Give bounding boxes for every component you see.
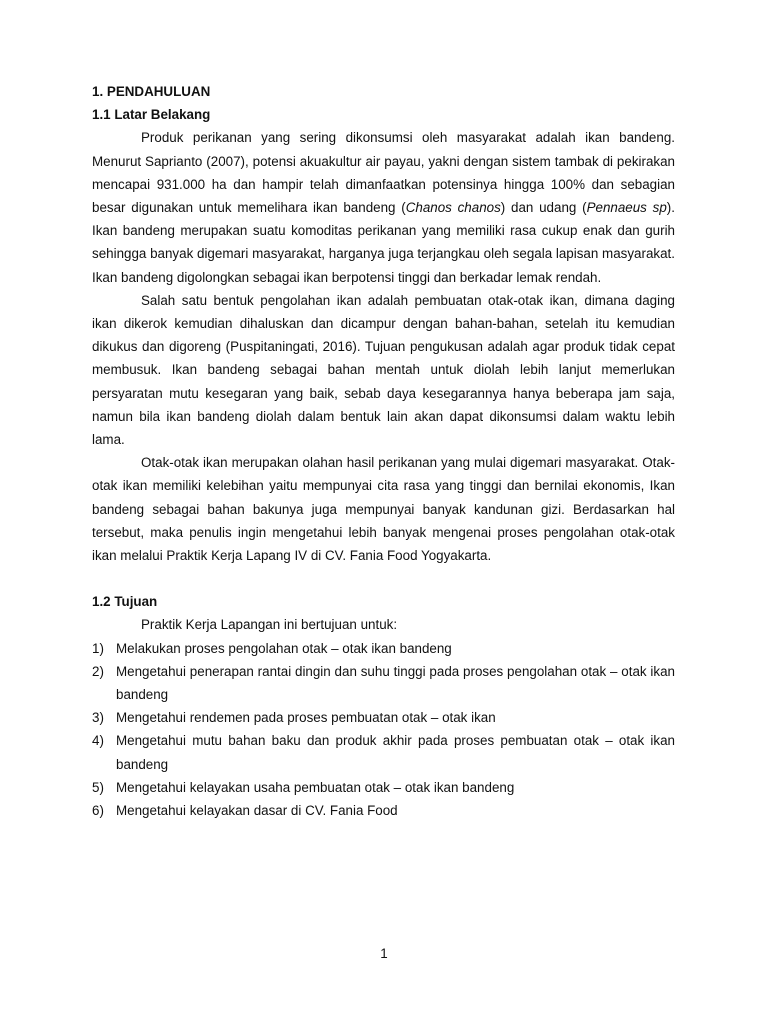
paragraph-1-part-1: Produk perikanan yang sering dikonsumsi oleh masyarakat adalah ikan bandeng. Menurut Saprianto (2007), potensi akuakultur air payau, yakni dengan sistem tambak di pekirakan mencapai 931.000 ha dan hampir telah dimanfaatkan potensinya hingga 100% dan sebagian besar digunakan untuk memelihara ikan bandeng (	[92, 130, 675, 216]
list-item	[92, 706, 675, 729]
list-item-text: Melakukan proses pengolahan otak – otak ikan bandeng	[116, 640, 452, 656]
list-item-text: Mengetahui penerapan rantai dingin dan suhu tinggi pada proses pengolahan otak – otak ikan bandeng	[116, 663, 675, 703]
list-item-text: Mengetahui mutu bahan baku dan produk akhir pada proses pembuatan otak – otak ikan bandeng	[116, 733, 675, 772]
scientific-name-pennaeus: Pennaeus sp	[586, 200, 667, 216]
section-spacer	[92, 567, 675, 590]
list-item-text: Mengetahui kelayakan dasar di CV. Fania Food	[116, 803, 398, 819]
goals-list	[92, 637, 675, 823]
list-item-text: Mengetahui kelayakan usaha pembuatan otak – otak ikan bandeng	[116, 779, 515, 795]
page-number: 1	[380, 946, 388, 961]
list-item	[92, 776, 675, 799]
subsection-heading-latar-belakang: 1.1 Latar Belakang	[92, 107, 211, 123]
list-item	[92, 637, 675, 660]
list-item-number: 4)	[92, 733, 104, 749]
list-item-number: 6)	[92, 803, 104, 819]
list-item-text: Mengetahui rendemen pada proses pembuatan otak – otak ikan	[116, 710, 496, 726]
subsection-heading-tujuan: 1.2 Tujuan	[92, 594, 158, 610]
document-page	[92, 80, 675, 822]
goals-intro: Praktik Kerja Lapangan ini bertujuan untuk:	[141, 617, 398, 633]
paragraph-1-part-3: ). Ikan bandeng merupakan suatu komoditas perikanan yang memiliki rasa cukup enak dan gurih sehingga banyak digemari masyarakat, harganya juga terjangkau oleh segala lapisan masyarakat. Ikan bandeng digolongkan sebagai ikan berpotensi tinggi dan berkadar lemak rendah.	[92, 200, 675, 285]
list-item	[92, 799, 675, 822]
section-heading: 1. PENDAHULUAN	[92, 84, 211, 99]
paragraph-1	[92, 126, 675, 288]
scientific-name-chanos: Chanos chanos	[405, 200, 501, 216]
paragraph-3: Otak-otak ikan merupakan olahan hasil perikanan yang mulai digemari masyarakat. Otak-otak ikan memiliki kelebihan yaitu mempunyai cita rasa yang tinggi dan bernilai ekonomis, Ikan bandeng sebagai bahan bakunya juga mempunyai banyak kandunan gizi. Berdasarkan hal tersebut, maka penulis ingin mengetahui lebih banyak mengenai proses pengolahan otak-otak ikan melalui Praktik Kerja Lapang IV di CV. Fania Food Yogyakarta.	[92, 455, 675, 564]
list-item-number: 1)	[92, 640, 104, 656]
list-item-number: 2)	[92, 663, 104, 679]
list-item	[92, 729, 675, 775]
list-item-number: 5)	[92, 779, 104, 795]
list-item-number: 3)	[92, 710, 104, 726]
paragraph-2: Salah satu bentuk pengolahan ikan adalah pembuatan otak-otak ikan, dimana daging ikan dikerok kemudian dihaluskan dan dicampur dengan bahan-bahan, setelah itu kemudian dikukus dan digoreng (Puspitaningati, 2016). Tujuan pengukusan adalah agar produk tidak cepat membusuk. Ikan bandeng sebagai bahan mentah untuk diolah lebih lanjut memerlukan persyaratan mutu kesegaran yang baik, sebab daya kesegarannya hanya beberapa jam saja, namun bila ikan bandeng diolah dalam bentuk lain akan dapat dikonsumsi dalam waktu lebih lama.	[92, 292, 675, 448]
paragraph-1-part-2: ) dan udang (	[500, 200, 587, 216]
list-item	[92, 660, 675, 706]
